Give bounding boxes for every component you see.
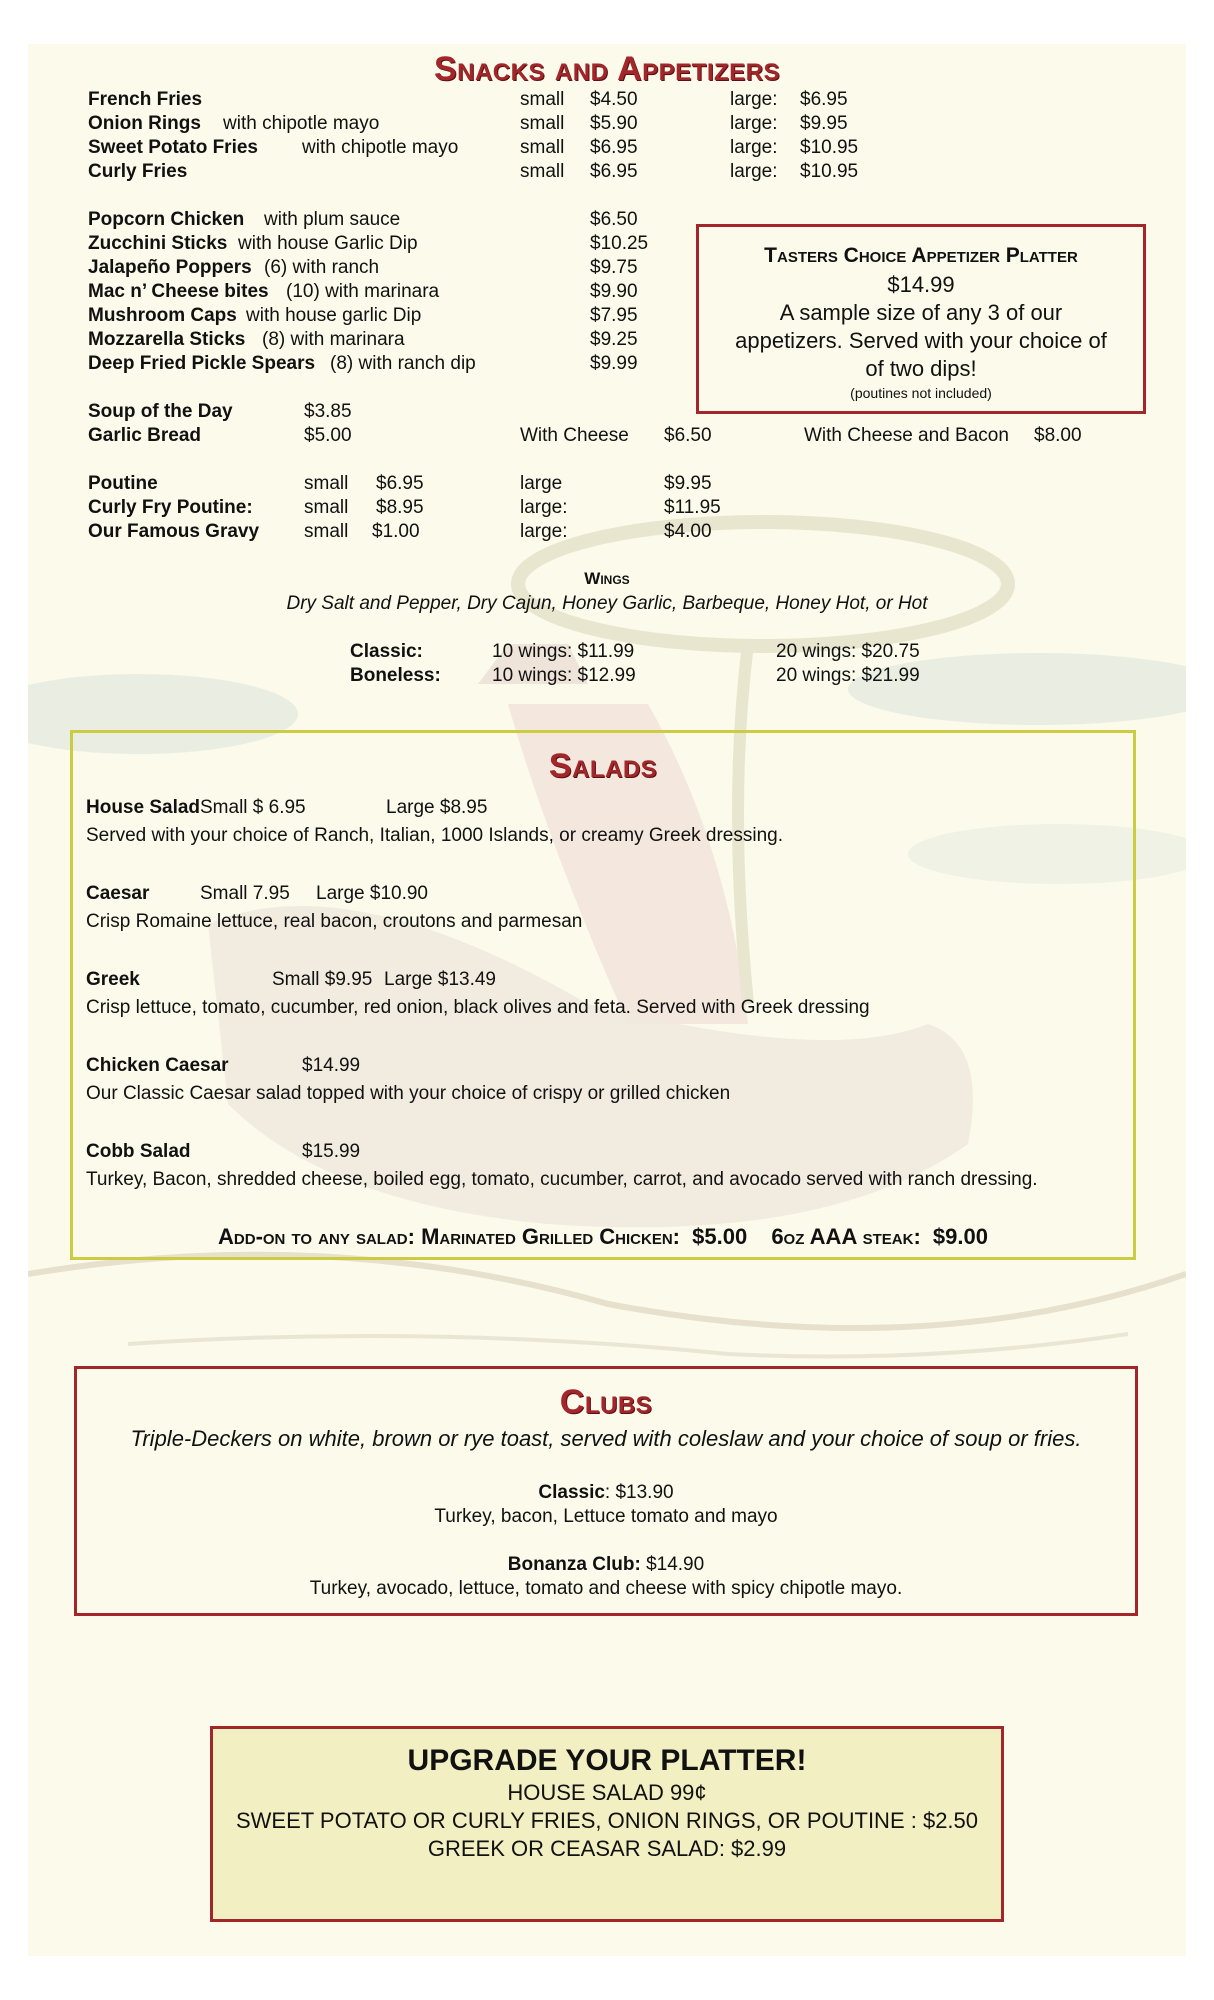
item-desc: Crisp Romaine lettuce, real bacon, croutons and parmesan <box>86 911 583 932</box>
option-label: With Cheese and Bacon <box>804 425 1009 446</box>
item-name: Curly Fries <box>88 161 188 182</box>
item-desc: Served with your choice of Ranch, Italian, 1000 Islands, or creamy Greek dressing. <box>86 825 784 846</box>
item-price: $1.00 <box>372 521 420 542</box>
wings-title: Wings <box>584 569 630 588</box>
platter-note: (poutines not included) <box>850 385 992 401</box>
menu-page <box>28 44 1186 1956</box>
item-name: Boneless: <box>350 665 441 686</box>
upgrade-line: SWEET POTATO OR CURLY FRIES, ONION RINGS, OR POUTINE : $2.50 <box>235 1808 979 1833</box>
item-name: House Salad <box>86 797 201 818</box>
item-desc: Crisp lettuce, tomato, cucumber, red onion, black olives and feta. Served with Greek dressing <box>86 997 870 1018</box>
item-name: Poutine <box>88 473 158 494</box>
item-price: Small $9.95 <box>272 969 373 990</box>
addon-steak-price: $9.00 <box>932 1224 988 1249</box>
clubs-title: Clubs <box>559 1383 653 1421</box>
item-price: $7.95 <box>590 305 638 326</box>
item-price: $4.00 <box>664 521 712 542</box>
size-label: large: <box>730 89 778 110</box>
item-price: Large $13.49 <box>384 969 496 990</box>
item-price: $14.99 <box>302 1055 361 1076</box>
size-label: small <box>304 497 349 518</box>
size-label: large: <box>520 521 568 542</box>
size-label: large <box>520 473 563 494</box>
upgrade-title: UPGRADE YOUR PLATTER! <box>407 1744 807 1777</box>
item-price: Small $ 6.95 <box>200 797 306 818</box>
item-price: $9.25 <box>590 329 638 350</box>
item-desc: Turkey, Bacon, shredded cheese, boiled egg, tomato, cucumber, carrot, and avocado served with ranch dressing. <box>86 1169 1038 1190</box>
item-price: 20 wings: $20.75 <box>776 641 920 662</box>
item-name: Zucchini Sticks <box>88 233 228 254</box>
item-price: 20 wings: $21.99 <box>776 665 920 686</box>
item-name: Mac n’ Cheese bites <box>88 281 269 302</box>
club-item <box>77 1553 1135 1577</box>
item-price: $9.99 <box>590 353 638 374</box>
item-name: French Fries <box>88 89 203 110</box>
item-name: Our Famous Gravy <box>88 521 260 542</box>
size-label: small <box>520 113 565 134</box>
item-note: (8) with ranch dip <box>330 353 476 374</box>
item-price: $11.95 <box>664 497 721 518</box>
clubs-subtitle: Triple-Deckers on white, brown or rye toast, served with coleslaw and your choice of soup or fries. <box>130 1426 1082 1451</box>
item-name: Curly Fry Poutine: <box>88 497 253 518</box>
upgrade-line: HOUSE SALAD 99¢ <box>507 1780 707 1805</box>
item-note: (6) with ranch <box>264 257 380 278</box>
size-label: small <box>304 521 349 542</box>
addon-chicken-price: $5.00 <box>692 1224 748 1249</box>
size-label: small <box>520 89 565 110</box>
item-name: Popcorn Chicken <box>88 209 245 230</box>
platter-box <box>696 224 1146 414</box>
clubs-box <box>74 1366 1138 1616</box>
item-price: $9.90 <box>590 281 638 302</box>
item-name: Caesar <box>86 883 150 904</box>
item-price: $6.95 <box>376 473 424 494</box>
item-price: $9.95 <box>664 473 712 494</box>
upgrade-line: GREEK OR CEASAR SALAD: $2.99 <box>427 1836 787 1861</box>
item-price: $6.50 <box>664 425 712 446</box>
item-name: Classic: <box>350 641 423 662</box>
item-price: $8.00 <box>1034 425 1082 446</box>
item-desc: Our Classic Caesar salad topped with your choice of crispy or grilled chicken <box>86 1083 731 1104</box>
item-name: Soup of the Day <box>88 401 233 422</box>
size-label: small <box>520 161 565 182</box>
item-name: Bonanza Club: <box>507 1554 641 1575</box>
item-name: Garlic Bread <box>88 425 201 446</box>
item-price: $14.90 <box>646 1554 705 1575</box>
item-note: (8) with marinara <box>262 329 405 350</box>
item-price: $15.99 <box>302 1141 361 1162</box>
item-price: $9.95 <box>800 113 848 134</box>
item-name: Greek <box>86 969 140 990</box>
size-label: large: <box>730 137 778 158</box>
wings-flavours: Dry Salt and Pepper, Dry Cajun, Honey Garlic, Barbeque, Honey Hot, or Hot <box>286 593 928 614</box>
item-note: with chipotle mayo <box>302 137 459 158</box>
item-name: Deep Fried Pickle Spears <box>88 353 316 374</box>
separator: : <box>604 1482 616 1503</box>
item-price: $10.95 <box>800 137 859 158</box>
size-label: small <box>304 473 349 494</box>
item-desc: Turkey, avocado, lettuce, tomato and cheese with spicy chipotle mayo. <box>309 1578 903 1599</box>
item-note: with plum sauce <box>264 209 401 230</box>
item-price: $10.95 <box>800 161 859 182</box>
salad-addon <box>73 1223 1133 1251</box>
item-price: $5.90 <box>590 113 638 134</box>
item-name: Mozzarella Sticks <box>88 329 246 350</box>
addon-chicken-label: Add-on to any salad: Marinated Grilled Chicken: <box>218 1224 680 1249</box>
item-price: $6.50 <box>590 209 638 230</box>
item-name: Cobb Salad <box>86 1141 191 1162</box>
item-price: $6.95 <box>590 161 638 182</box>
item-name: Chicken Caesar <box>86 1055 229 1076</box>
platter-desc: appetizers. Served with your choice of <box>735 328 1107 353</box>
item-desc: Turkey, bacon, Lettuce tomato and mayo <box>434 1506 778 1527</box>
addon-steak-label: 6oz AAA steak: <box>771 1224 921 1249</box>
item-name: Sweet Potato Fries <box>88 137 258 158</box>
item-price: $9.75 <box>590 257 638 278</box>
item-price: Small 7.95 <box>200 883 290 904</box>
salads-box <box>70 730 1136 1260</box>
size-label: large: <box>730 113 778 134</box>
item-price: $6.95 <box>590 137 638 158</box>
platter-price: $14.99 <box>887 272 955 297</box>
platter-desc: of two dips! <box>865 356 977 381</box>
platter-title: Tasters Choice Appetizer Platter <box>764 244 1078 267</box>
salads-title: Salads <box>548 747 658 785</box>
item-name: Classic <box>538 1482 605 1503</box>
item-note: with house garlic Dip <box>246 305 422 326</box>
item-name: Jalapeño Poppers <box>88 257 252 278</box>
item-price: $10.25 <box>590 233 649 254</box>
item-price: $5.00 <box>304 425 352 446</box>
item-note: with chipotle mayo <box>223 113 380 134</box>
item-price: $6.95 <box>800 89 848 110</box>
item-note: with house Garlic Dip <box>238 233 418 254</box>
snacks-title: Snacks and Appetizers <box>433 50 781 88</box>
size-label: large: <box>520 497 568 518</box>
item-price: Large $8.95 <box>386 797 488 818</box>
item-price: $13.90 <box>615 1482 674 1503</box>
item-name: Mushroom Caps <box>88 305 237 326</box>
club-item <box>77 1481 1135 1505</box>
item-price: 10 wings: $11.99 <box>492 641 635 662</box>
item-price: $8.95 <box>376 497 424 518</box>
upgrade-box <box>210 1726 1004 1922</box>
option-label: With Cheese <box>520 425 629 446</box>
item-price: $4.50 <box>590 89 638 110</box>
item-price: $3.85 <box>304 401 352 422</box>
platter-desc: A sample size of any 3 of our <box>779 300 1063 325</box>
item-note: (10) with marinara <box>286 281 440 302</box>
item-price: Large $10.90 <box>316 883 428 904</box>
item-name: Onion Rings <box>88 113 201 134</box>
item-price: 10 wings: $12.99 <box>492 665 636 686</box>
size-label: small <box>520 137 565 158</box>
size-label: large: <box>730 161 778 182</box>
